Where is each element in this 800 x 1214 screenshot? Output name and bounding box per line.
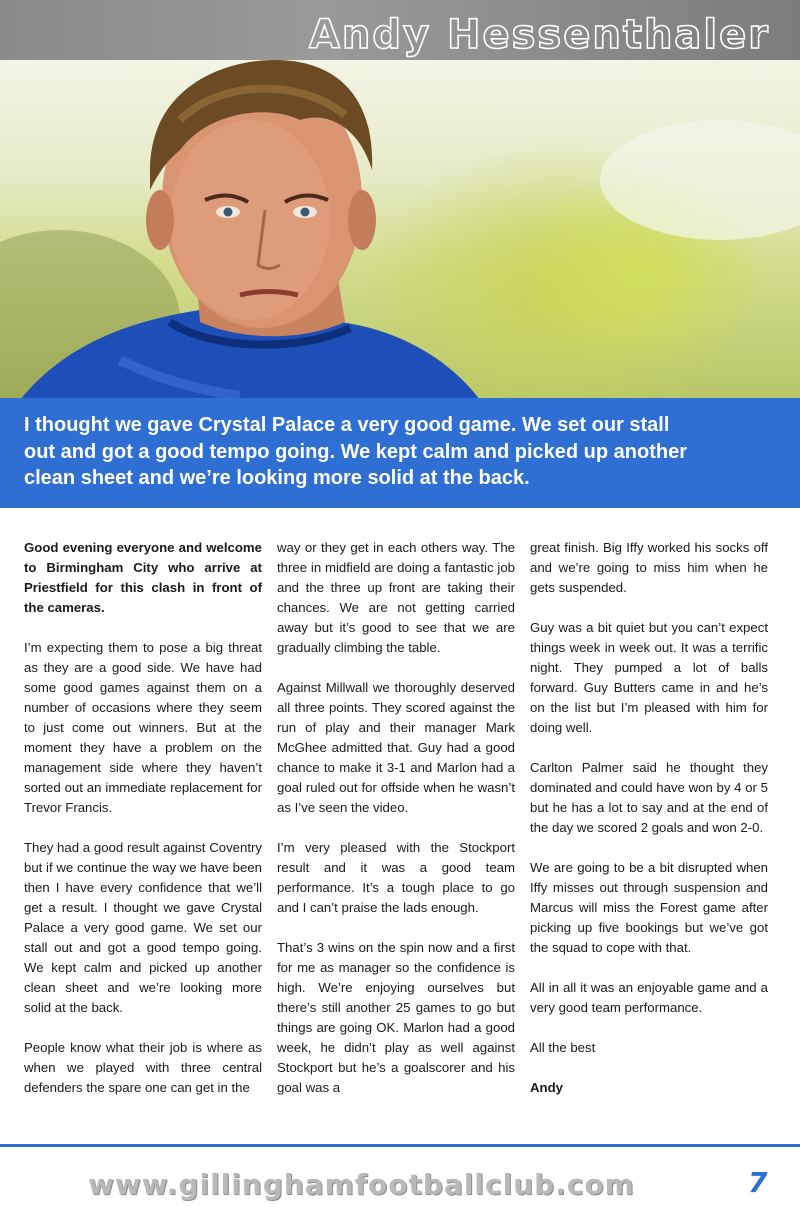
page-number: 7: [748, 1166, 768, 1199]
header-band: [0, 0, 800, 60]
article-paragraph: People know what their job is where as when we played with three central defenders the spare one can get in the: [24, 1040, 262, 1095]
footer-website-url: www.gillinghamfootballclub.com: [88, 1168, 635, 1201]
article-paragraph: Guy was a bit quiet but you can’t expect things week in week out. It was a terrific night. They pumped a lot of balls forward. Guy Butters came in and he’s on the list but I’m pleased with him for doing well.: [530, 620, 768, 735]
article-paragraph: way or they get in each others way. The three in midfield are doing a fantastic job and the three up front are taking their chances. We are not getting carried away but it’s good to see that we are gradually climbing the table.: [277, 540, 515, 655]
article-paragraph: I’m expecting them to pose a big threat as they are a good side. We have had some good games against them on a number of occasions where they seem to just come out winners. But at the moment they have a problem on the management side where they haven’t sorted out an immediate replacement for Trevor Francis.: [24, 640, 262, 815]
article-paragraph: We are going to be a bit disrupted when Iffy misses out through suspension and Marcus will miss the Forest game after picking up five bookings but we’ve got the squad to cope with that.: [530, 860, 768, 955]
article-paragraph: great finish. Big Iffy worked his socks off and we’re going to miss him when he gets suspended.: [530, 540, 768, 595]
author-signature: Andy: [530, 1080, 563, 1095]
article-paragraph: That’s 3 wins on the spin now and a first for me as manager so the confidence is high. We’re enjoying ourselves but there’s still another 25 games to go but things are going OK. Marlon had a good week, he didn’t play as well against Stockport but he’s a goalscorer and his goal was a: [277, 940, 515, 1095]
footer-divider: [0, 1144, 800, 1147]
article-paragraph: All in all it was an enjoyable game and a very good team performance.: [530, 980, 768, 1015]
article-column-1: [24, 538, 262, 1118]
article-body: [24, 538, 768, 1118]
article-paragraph: Against Millwall we thoroughly deserved all three points. They scored against the run of play and their manager Mark McGhee admitted that. Guy had a good chance to make it 3-1 and Marlon had a goal ruled out for offside when he wasn’t as I’ve seen the video.: [277, 680, 515, 815]
sign-off: All the best: [530, 1040, 596, 1055]
page-title: Andy Hessenthaler: [308, 12, 770, 58]
article-paragraph: Carlton Palmer said he thought they dominated and could have won by 4 or 5 but he has a lot to say and at the end of the day we scored 2 goals and won 2-0.: [530, 760, 768, 835]
article-column-3: [530, 538, 768, 1118]
pull-quote: I thought we gave Crystal Palace a very good game. We set our stall out and got a good tempo going. We kept calm and picked up another clean sheet and we’re looking more solid at the back.: [24, 414, 687, 489]
article-paragraph: I’m very pleased with the Stockport result and it was a good team performance. It’s a tough place to go and I can’t praise the lads enough.: [277, 840, 515, 915]
article-paragraph: Good evening everyone and welcome to Birmingham City who arrive at Priestfield for this clash in front of the cameras.: [24, 540, 262, 615]
article-paragraph: They had a good result against Coventry but if we continue the way we have been then I have every confidence that we’ll get a result. I thought we gave Crystal Palace a very good game. We set our stall out and got a good tempo going. We kept calm and picked up another clean sheet and we’re looking more solid at the back.: [24, 840, 262, 1015]
article-column-2: [277, 538, 515, 1118]
pull-quote-band: [0, 398, 800, 508]
player-portrait-illustration: [0, 60, 800, 400]
player-photo: [0, 60, 800, 400]
